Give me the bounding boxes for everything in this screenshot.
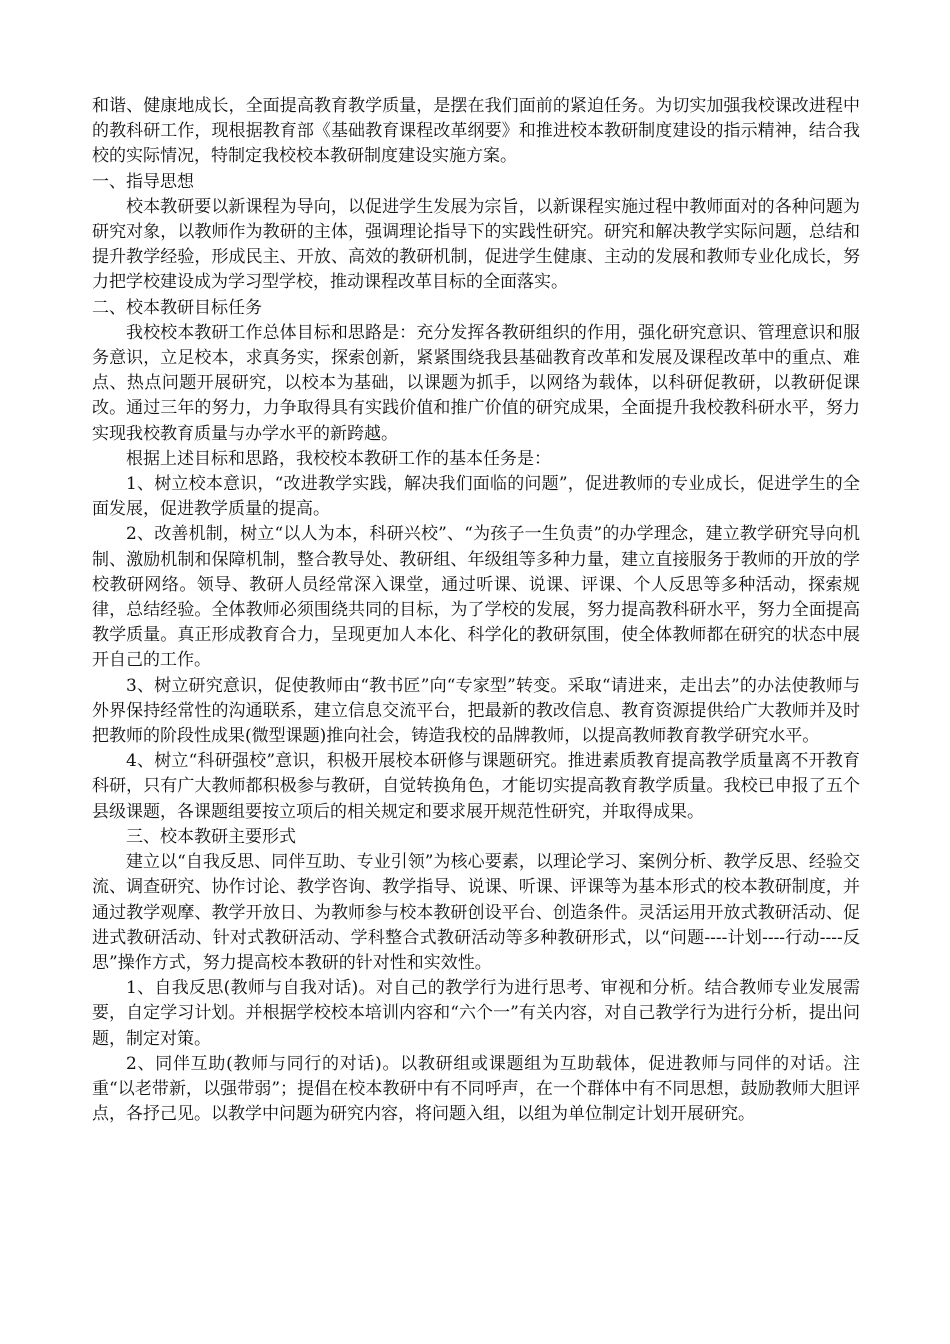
- section-heading-goals-tasks: 二、校本教研目标任务: [92, 297, 262, 318]
- body-paragraph: 我校校本教研工作总体目标和思路是：充分发挥各教研组织的作用，强化研究意识、管理意识和服务意识，立足校本，求真务实，探索创新，紧紧围绕我县基础教育改革和发展及课程改革中的重点、难点、热点问题开展研究，以校本为基础，以课题为抓手，以网络为载体，以科研促教研，以教研促课改。通过三年的努力，力争取得具有实践价值和推广价值的研究成果，全面提升我校教科研水平，努力实现我校教育质量与办学水平的新跨越。: [92, 322, 860, 444]
- task-item-2: 2、改善机制，树立“以人为本，科研兴校”、“为孩子一生负责”的办学理念，建立教学研究导向机制、激励机制和保障机制，整合教导处、教研组、年级组等多种力量，建立直接服务于教师的开放的学校教研网络。领导、教研人员经常深入课堂，通过听课、说课、评课、个人反思等多种活动，探索规律，总结经验。全体教师必须围绕共同的目标，为了学校的发展，努力提高教科研水平，努力全面提高教学质量。真正形成教育合力，呈现更加人本化、科学化的教研氛围，使全体教师都在研究的状态中展开自己的工作。: [92, 524, 860, 671]
- form-item-1: 1、自我反思(教师与自我对话)。对自己的教学行为进行思考、审视和分析。结合教师专业发展需要，自定学习计划。并根据学校校本培训内容和“六个一”有关内容，对自己教学行为进行分析，提出问题，制定对策。: [92, 978, 860, 1049]
- task-item-1: 1、树立校本意识，“改进教学实践，解决我们面临的问题”，促进教师的专业成长，促进学生的全面发展，促进教学质量的提高。: [92, 474, 860, 520]
- body-paragraph: 校本教研要以新课程为导向，以促进学生发展为宗旨，以新课程实施过程中教师面对的各种问题为研究对象，以教师作为教研的主体，强调理论指导下的实践性研究。研究和解决教学实际问题，总结和提升教学经验，形成民主、开放、高效的教研机制，促进学生健康、主动的发展和教师专业化成长，努力把学校建设成为学习型学校，推动课程改革目标的全面落实。: [92, 196, 860, 293]
- intro-paragraph: 和谐、健康地成长，全面提高教育教学质量，是摆在我们面前的紧迫任务。为切实加强我校课改进程中的教科研工作，现根据教育部《基础教育课程改革纲要》和推进校本教研制度建设的指示精神，结合我校的实际情况，特制定我校校本教研制度建设实施方案。: [92, 96, 860, 167]
- body-paragraph: 根据上述目标和思路，我校校本教研工作的基本任务是：: [126, 448, 551, 469]
- form-item-2: 2、同伴互助(教师与同行的对话)。以教研组或课题组为互助载体，促进教师与同伴的对话。注重“以老带新，以强带弱”；提倡在校本教研中有不同呼声，在一个群体中有不同思想，鼓励教师大胆评点，各抒己见。以教学中问题为研究内容，将问题入组，以组为单位制定计划开展研究。: [92, 1053, 860, 1125]
- section-heading-main-forms: 三、校本教研主要形式: [126, 826, 296, 847]
- task-item-4: 4、树立“科研强校”意识，积极开展校本研修与课题研究。推进素质教育提高教学质量离不开教育科研，只有广大教师都积极参与教研，自觉转换角色，才能切实提高教育教学质量。我校已申报了五个县级课题，各课题组要按立项后的相关规定和要求展开规范性研究，并取得成果。: [92, 751, 860, 822]
- section-heading-guiding-ideology: 一、指导思想: [92, 171, 194, 192]
- document-page: [92, 94, 860, 1127]
- body-paragraph: 建立以“自我反思、同伴互助、专业引领”为核心要素，以理论学习、案例分析、教学反思、经验交流、调查研究、协作讨论、教学咨询、教学指导、说课、听课、评课等为基本形式的校本教研制度，并通过教学观摩、教学开放日、为教师参与校本教研创设平台、创造条件。灵活运用开放式教研活动、促进式教研活动、针对式教研活动、学科整合式教研活动等多种教研形式，以“问题----计划----行动----反思”操作方式，努力提高校本教研的针对性和实效性。: [92, 852, 860, 973]
- task-item-3: 3、树立研究意识，促使教师由“教书匠”向“专家型”转变。采取“请进来，走出去”的办法使教师与外界保持经常性的沟通联系，建立信息交流平台，把最新的教改信息、教育资源提供给广大教师并及时把教师的阶段性成果(微型课题)推向社会，铸造我校的品牌教师，以提高教师教育教学研究水平。: [92, 675, 860, 747]
